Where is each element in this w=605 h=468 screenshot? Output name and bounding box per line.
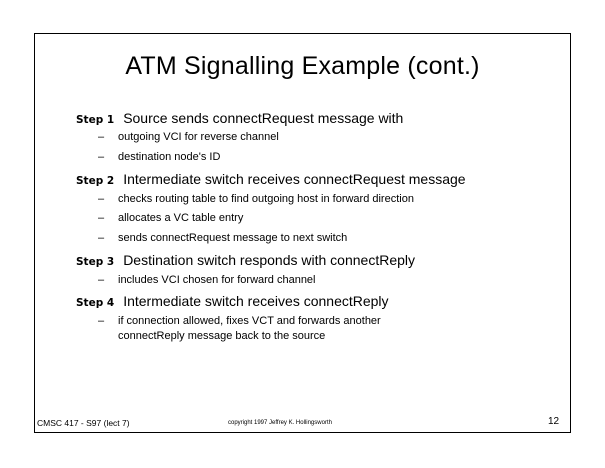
step-text: Intermediate switch receives connectRequest message [123,171,466,187]
bullet-text: checks routing table to find outgoing host in forward direction [118,193,414,205]
slide-title: ATM Signalling Example (cont.) [125,52,480,80]
dash-bullet: – [98,193,105,205]
step-2 [76,171,466,187]
step-1 [76,110,403,126]
bullet-text: sends connectRequest message to next switch [118,232,348,244]
step-text: Intermediate switch receives connectReply [123,293,389,309]
step-label: Step 1 [76,114,115,126]
step-text: Destination switch responds with connectReply [123,252,415,268]
step-3 [76,252,415,268]
bullet-item [98,314,381,344]
step-text: Source sends connectRequest message with [123,110,404,126]
bullet-text: includes VCI chosen for forward channel [118,274,316,286]
bullet-item [98,231,347,246]
step-4 [76,293,389,309]
footer-course: CMSC 417 - S97 (lect 7) [37,418,130,428]
bullet-text: allocates a VC table entry [118,212,244,224]
bullet-item [98,130,279,145]
dash-bullet: – [98,212,105,224]
step-label: Step 3 [76,256,115,268]
dash-bullet: – [98,131,105,143]
bullet-item [98,192,414,207]
bullet-text: if connection allowed, fixes VCT and forwards another connectReply message back to the source [118,315,381,342]
bullet-text: destination node's ID [118,151,221,163]
bullet-item [98,150,220,165]
dash-bullet: – [98,315,105,327]
dash-bullet: – [98,232,105,244]
dash-bullet: – [98,274,105,286]
footer-copyright: copyright 1997 Jeffrey K. Hollingsworth [228,420,332,426]
bullet-item [98,273,316,288]
step-label: Step 2 [76,175,115,187]
step-label: Step 4 [76,297,115,309]
bullet-text: outgoing VCI for reverse channel [118,131,279,143]
dash-bullet: – [98,151,105,163]
page-number: 12 [548,416,560,427]
bullet-item [98,211,243,226]
